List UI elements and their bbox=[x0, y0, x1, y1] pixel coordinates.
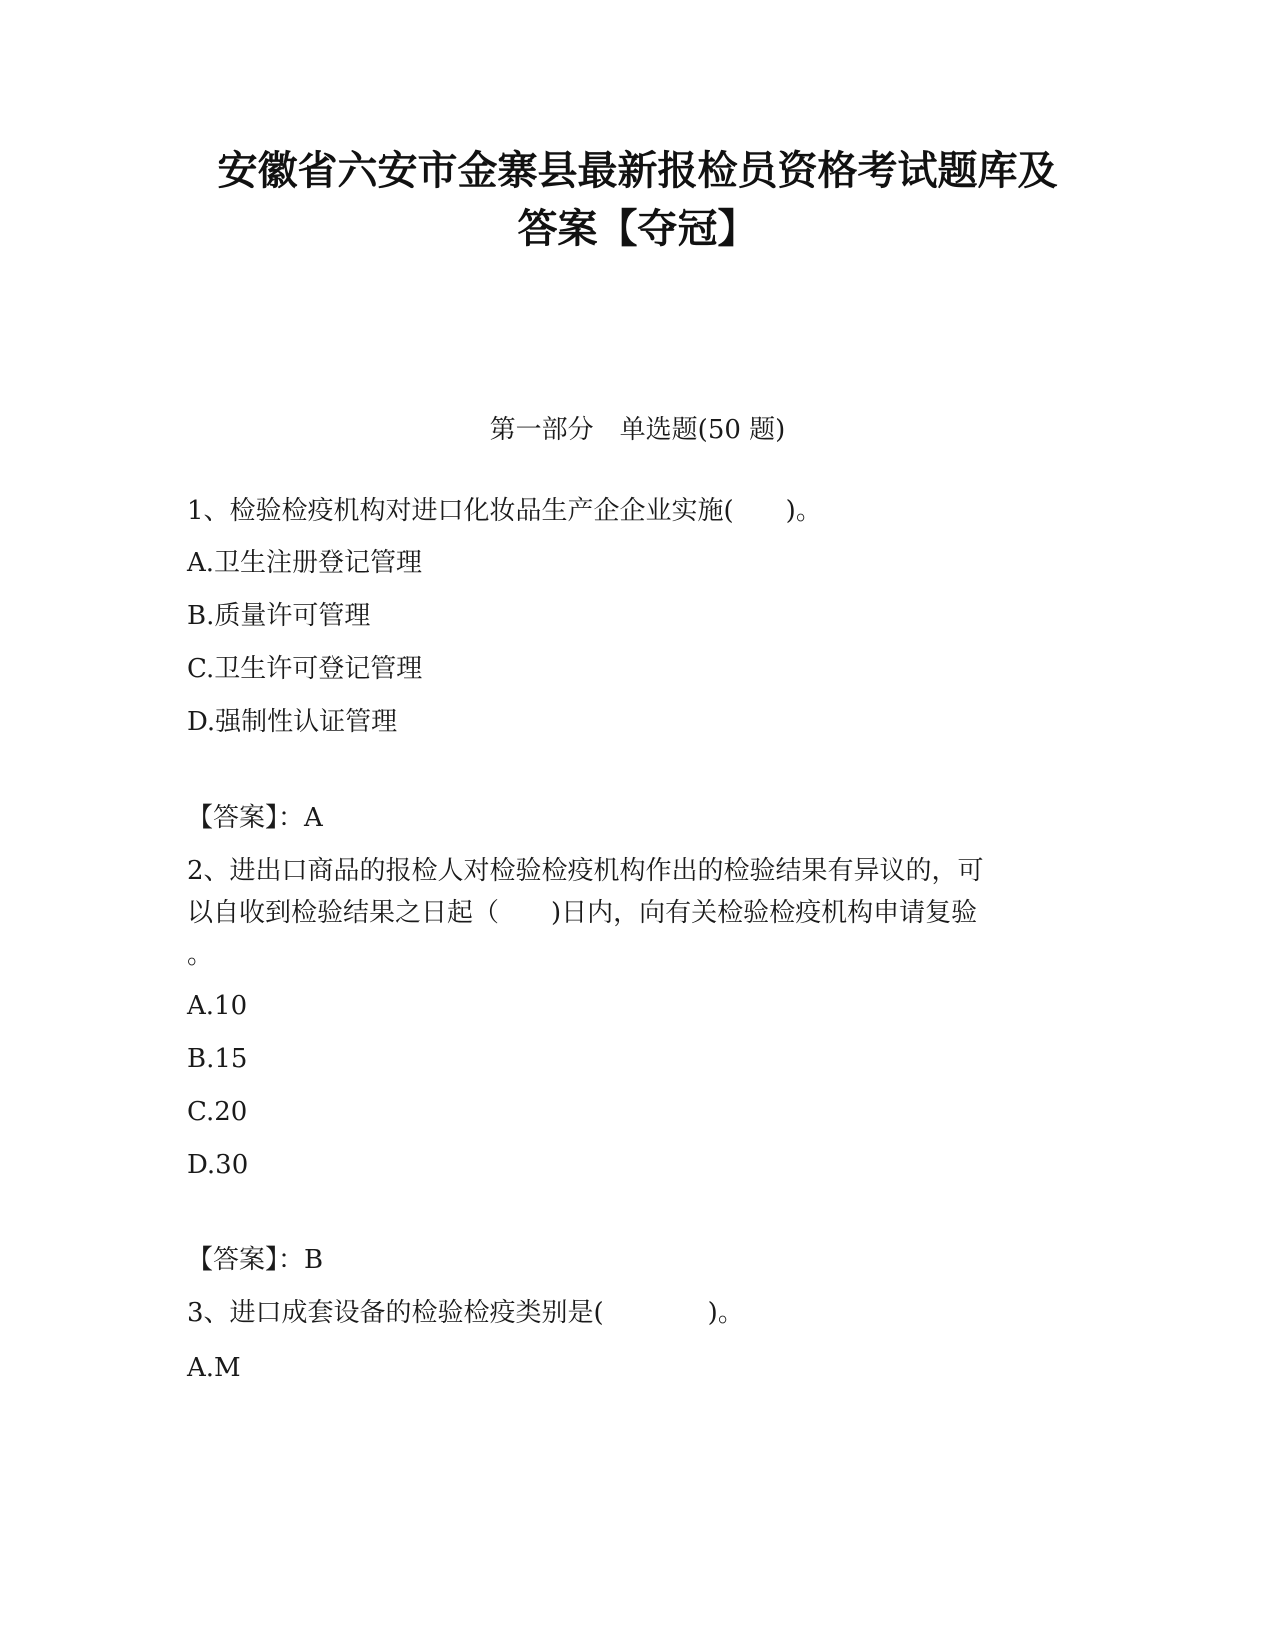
question-1-option-b: B.质量许可管理 bbox=[187, 601, 371, 631]
document-title-line-1: 安徽省六安市金寨县最新报检员资格考试题库及 bbox=[217, 148, 1058, 194]
question-2-answer: 【答案】：B bbox=[187, 1245, 324, 1275]
question-3-stem: 3、进口成套设备的检验检疫类别是( )。 bbox=[187, 1298, 744, 1328]
question-2-stem bbox=[187, 850, 1077, 976]
document-title bbox=[0, 142, 1275, 258]
question-2-option-d: D.30 bbox=[187, 1150, 249, 1180]
question-2-stem-line-1: 2、进出口商品的报检人对检验检疫机构作出的检验结果有异议的，可 bbox=[187, 856, 984, 886]
question-2-option-c: C.20 bbox=[187, 1097, 248, 1127]
question-2-option-a: A.10 bbox=[187, 991, 248, 1021]
question-2-option-b: B.15 bbox=[187, 1044, 248, 1074]
question-1-answer: 【答案】：A bbox=[187, 803, 323, 833]
question-1-option-d: D.强制性认证管理 bbox=[187, 707, 398, 737]
question-1-stem: 1、检验检疫机构对进口化妆品生产企企业实施( )。 bbox=[187, 496, 822, 526]
question-3-option-a: A.M bbox=[187, 1353, 241, 1383]
question-2-stem-line-3: 。 bbox=[187, 940, 214, 970]
section-heading: 第一部分 单选题(50 题) bbox=[489, 415, 786, 445]
question-1-option-a: A.卫生注册登记管理 bbox=[187, 548, 423, 578]
question-2-stem-line-2: 以自收到检验结果之日起（ )日内，向有关检验检疫机构申请复验 bbox=[187, 898, 978, 928]
document-title-line-2: 答案【夺冠】 bbox=[517, 206, 758, 252]
question-1-option-c: C.卫生许可登记管理 bbox=[187, 654, 423, 684]
